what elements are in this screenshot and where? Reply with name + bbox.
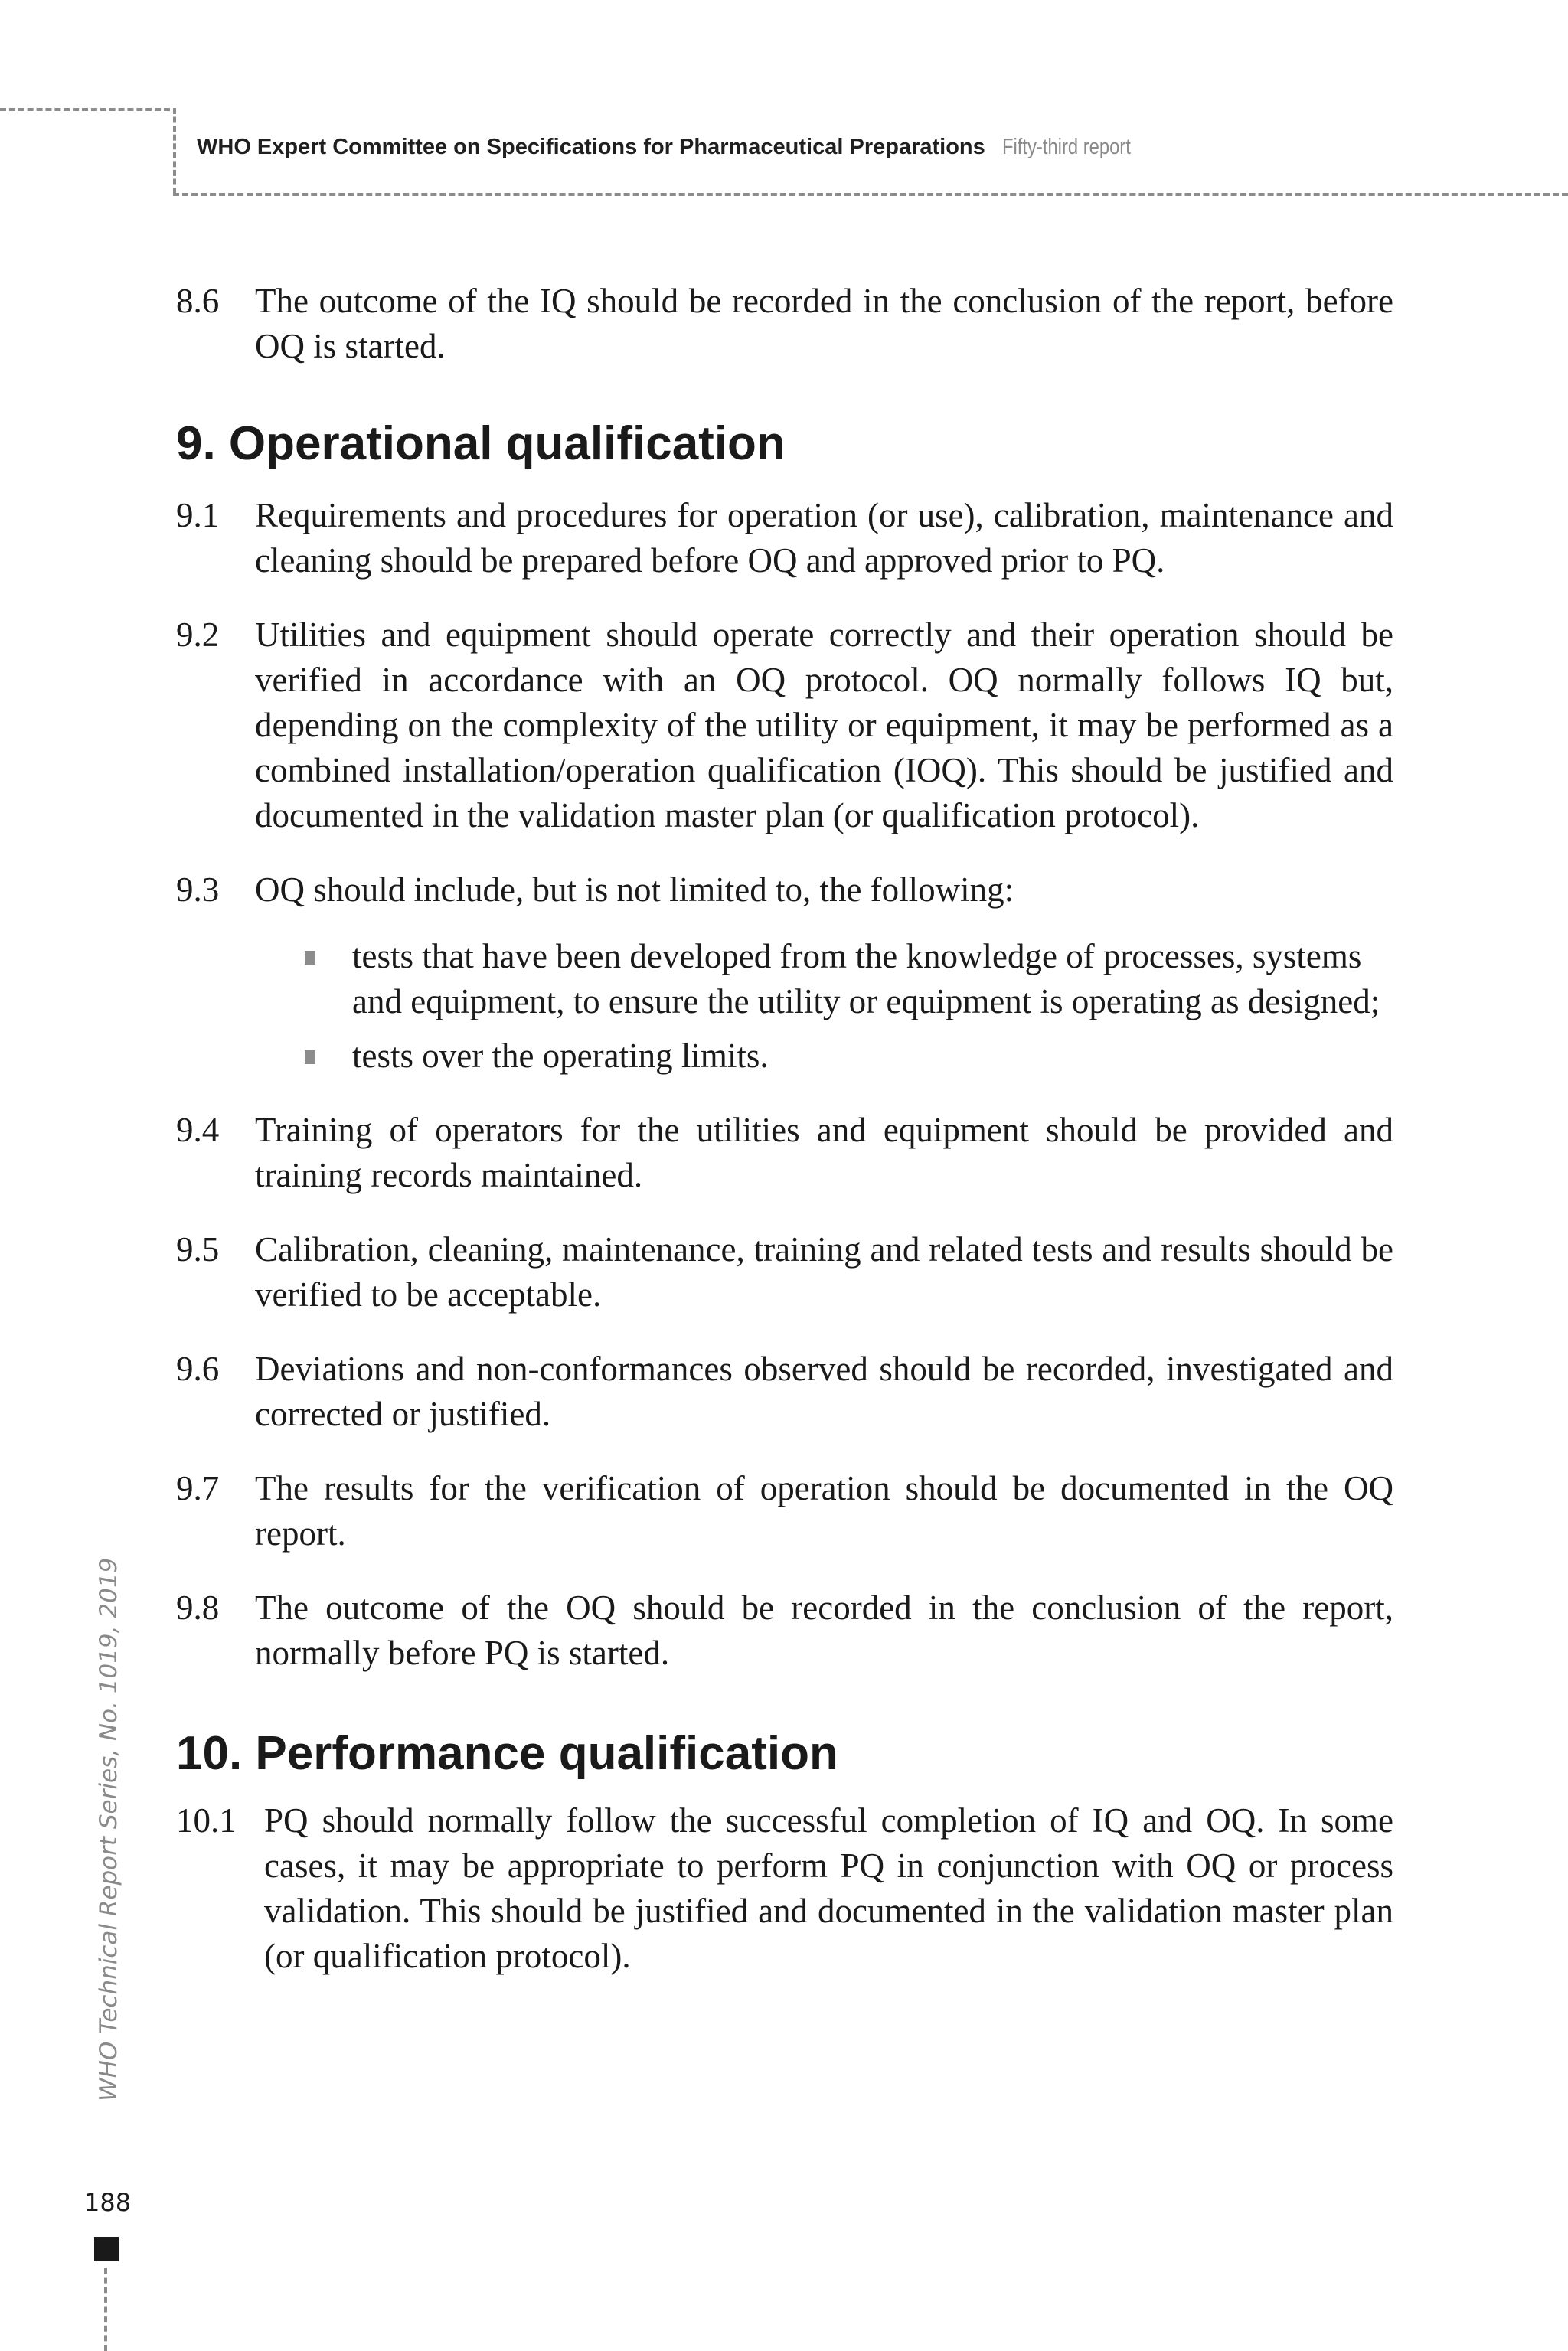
paragraph-10-1 [176,1798,1393,1979]
paragraph-number: 9.5 [176,1230,220,1269]
paragraph-number: 9.4 [176,1111,220,1149]
paragraph-number: 9.8 [176,1589,220,1627]
paragraph-number: 9.3 [176,870,220,909]
section-heading-10: 10. Performance qualification [176,1727,838,1780]
paragraph-text: The outcome of the IQ should be recorded in the conclusion of the report, before OQ is started. [255,282,1393,365]
paragraph-text: The results for the verification of operation should be documented in the OQ report. [255,1469,1393,1553]
paragraph-9-5 [176,1227,1393,1318]
series-side-label: WHO Technical Report Series, No. 1019, 2019 [95,1557,122,2101]
page-body [176,279,1393,2008]
paragraph-text: Utilities and equipment should operate correctly and their operation should be verified in accordance with an OQ protocol. OQ normally follows IQ but, depending on the complexity of the utility or equipment, it may be performed as a combined installation/operation qualification (IOQ). This should be justified and documented in the validation master plan (or qualification protocol). [255,616,1393,834]
paragraph-text: Calibration, cleaning, maintenance, training and related tests and results should be verified to be acceptable. [255,1230,1393,1314]
header-dash-bottom [173,193,1568,196]
page-marker-square [94,2237,119,2261]
page-number: 188 [84,2188,132,2217]
paragraph-text: The outcome of the OQ should be recorded in the conclusion of the report, normally before PQ is started. [255,1589,1393,1672]
paragraph-text: PQ should normally follow the successful completion of IQ and OQ. In some cases, it may be appropriate to perform PQ in conjunction with OQ or process validation. This should be justified and documented in the validation master plan (or qualification protocol). [264,1801,1393,1975]
header-title: WHO Expert Committee on Specifications for Pharmaceutical Preparations [197,135,985,159]
paragraph-9-4 [176,1108,1393,1198]
header-dash-vertical [173,108,176,194]
bullet-list-9-3 [176,934,1393,1079]
header-subtitle: Fifty-third report [1001,135,1131,159]
paragraph-text: OQ should include, but is not limited to, the following: [255,870,1014,909]
paragraph-number: 9.7 [176,1469,220,1507]
paragraph-9-2 [176,612,1393,838]
header-dash-left [0,108,170,111]
square-bullet-icon [305,1050,315,1064]
paragraph-9-3 [176,867,1393,913]
paragraph-text: Training of operators for the utilities and equipment should be provided and training records maintained. [255,1111,1393,1194]
running-header [197,135,1158,160]
paragraph-text: Deviations and non-conformances observed should be recorded, investigated and corrected or justified. [255,1350,1393,1433]
list-item [352,1033,1393,1079]
section-heading-9: 9. Operational qualification [176,417,786,470]
paragraph-9-8 [176,1585,1393,1676]
paragraph-8-6 [176,279,1393,369]
paragraph-number: 9.2 [176,616,220,654]
paragraph-9-6 [176,1347,1393,1437]
list-item [352,934,1393,1024]
list-item-text: tests that have been developed from the knowledge of processes, systems and equipment, to ensure the utility or equipment is operating as designed; [352,937,1380,1020]
paragraph-9-1 [176,493,1393,583]
paragraph-number: 8.6 [176,282,220,320]
list-item-text: tests over the operating limits. [352,1037,769,1075]
footer-dash-vertical [104,2268,107,2351]
paragraph-text: Requirements and procedures for operation (or use), calibration, maintenance and cleaning should be prepared before OQ and approved prior to PQ. [255,496,1393,580]
paragraph-number: 10.1 [176,1801,237,1840]
paragraph-9-7 [176,1466,1393,1556]
paragraph-number: 9.1 [176,496,220,534]
square-bullet-icon [305,951,315,965]
paragraph-number: 9.6 [176,1350,220,1388]
